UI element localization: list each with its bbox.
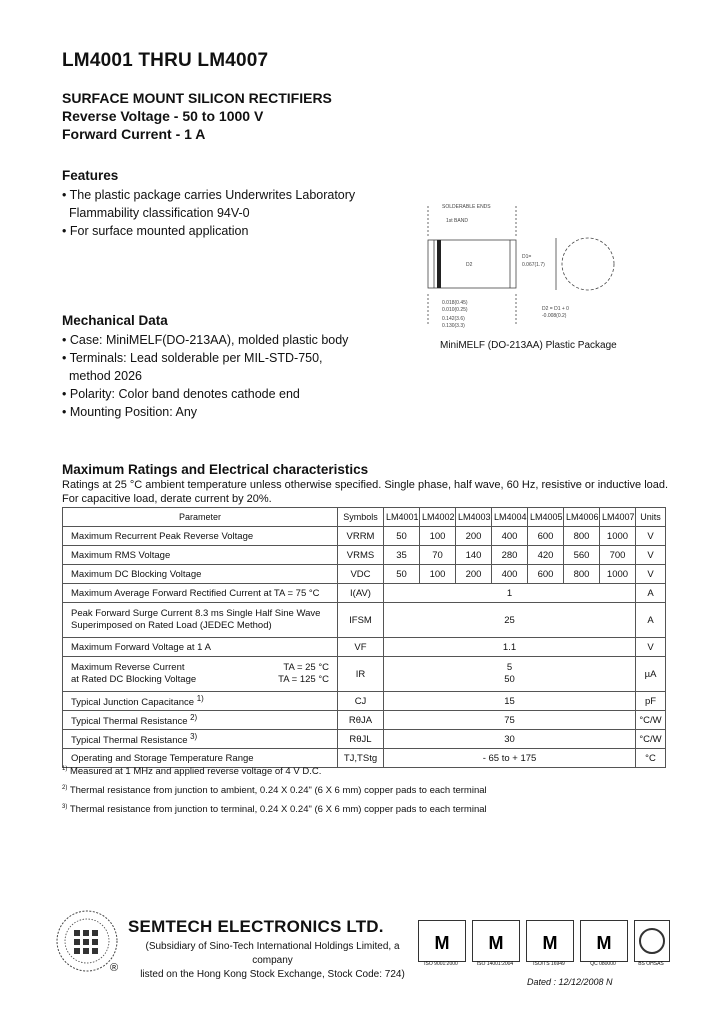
condition-text: TA = 25 °C xyxy=(283,662,329,673)
table-row xyxy=(63,692,666,711)
dim-label: SOLDERABLE ENDS xyxy=(442,204,491,210)
value-cell: 1000 xyxy=(600,527,636,546)
mech-item-cont: method 2026 xyxy=(69,369,142,383)
param-cell: Maximum Recurrent Peak Reverse Voltage xyxy=(63,527,338,546)
svg-text:M: M xyxy=(434,933,450,953)
unit-cell: °C xyxy=(636,749,666,768)
cathode-band xyxy=(437,240,441,288)
param-cell xyxy=(63,603,338,638)
table-row xyxy=(63,527,666,546)
unit-cell: V xyxy=(636,546,666,565)
footnote-mark: 3) xyxy=(62,804,68,811)
footnote-mark: 2) xyxy=(190,712,198,722)
cert-badge-icon xyxy=(418,920,466,962)
symbol-cell: VDC xyxy=(338,565,384,584)
subtitle-type: SURFACE MOUNT SILICON RECTIFIERS xyxy=(62,90,332,106)
footnote-mark: 1) xyxy=(196,693,204,703)
value-cell: 100 xyxy=(420,565,456,584)
dim-label: 0.010(0.25) xyxy=(442,307,468,313)
cert-caption: BS OHSAS xyxy=(638,961,664,967)
header-cell: LM4001 xyxy=(384,508,420,527)
param-cell xyxy=(63,692,338,711)
value-cell: 1 xyxy=(384,584,636,603)
param-text: at Rated DC Blocking Voltage xyxy=(71,674,197,685)
value-cell: 560 xyxy=(564,546,600,565)
value-cell: 50 xyxy=(384,527,420,546)
footnote xyxy=(62,799,487,818)
value-cell: 50 xyxy=(384,565,420,584)
svg-text:M: M xyxy=(488,933,504,953)
header-cell: LM4002 xyxy=(420,508,456,527)
table-row xyxy=(63,546,666,565)
symbol-cell: IFSM xyxy=(338,603,384,638)
unit-cell: V xyxy=(636,638,666,657)
table-row xyxy=(63,730,666,749)
table-row xyxy=(63,711,666,730)
value-line: 5 xyxy=(506,662,513,673)
symbol-cell: TJ,TStg xyxy=(338,749,384,768)
param-cell xyxy=(63,711,338,730)
value-cell: 15 xyxy=(384,692,636,711)
param-cell xyxy=(63,730,338,749)
value-cell: 140 xyxy=(456,546,492,565)
cert-caption: ISO 14001:2004 xyxy=(476,961,514,967)
footnote xyxy=(62,780,487,799)
unit-cell: pF xyxy=(636,692,666,711)
header-cell: LM4003 xyxy=(456,508,492,527)
table-row xyxy=(63,657,666,692)
param-text: Typical Junction Capacitance xyxy=(71,697,195,709)
dated-text: Dated : 12/12/2008 N xyxy=(527,977,613,987)
symbol-cell: VRMS xyxy=(338,546,384,565)
page-title: LM4001 THRU LM4007 xyxy=(62,50,269,71)
mech-item: • Terminals: Lead solderable per MIL-STD-750, xyxy=(62,351,323,365)
value-cell: 600 xyxy=(528,527,564,546)
value-cell: 25 xyxy=(384,603,636,638)
table-header-row xyxy=(63,508,666,527)
table-row xyxy=(63,565,666,584)
footnote-mark: 3) xyxy=(190,731,198,741)
condition-text: TA = 125 °C xyxy=(278,674,329,685)
symbol-cell: RθJL xyxy=(338,730,384,749)
dim-label: 1st BAND xyxy=(446,218,468,224)
value-cell: 400 xyxy=(492,527,528,546)
param-cell: Maximum Average Forward Rectified Current at TA = 75 °C xyxy=(63,584,338,603)
cert-caption: QC 080000 xyxy=(590,961,616,967)
value-cell: 35 xyxy=(384,546,420,565)
mech-item: • Polarity: Color band denotes cathode end xyxy=(62,387,300,401)
value-cell: 600 xyxy=(528,565,564,584)
header-cell: Symbols xyxy=(338,508,384,527)
registered-mark: ® xyxy=(110,962,119,974)
ratings-note-line: Ratings at 25 °C ambient temperature unless otherwise specified. Single phase, half wave, 60 Hz, resistive or inductive load. xyxy=(62,479,669,491)
dim-label: 0.130(3.3) xyxy=(442,323,465,329)
package-caption: MiniMELF (DO-213AA) Plastic Package xyxy=(440,340,617,351)
value-cell: - 65 to + 175 xyxy=(384,749,636,768)
param-cell: Maximum Forward Voltage at 1 A xyxy=(63,638,338,657)
table-row xyxy=(63,584,666,603)
dim-label: D1= xyxy=(522,254,532,260)
value-cell: 1000 xyxy=(600,565,636,584)
param-text: Typical Thermal Resistance xyxy=(71,735,188,747)
symbol-cell: VRRM xyxy=(338,527,384,546)
mech-item: • Mounting Position: Any xyxy=(62,405,197,419)
footnote-mark: 1) xyxy=(62,766,68,772)
footnote-text: Thermal resistance from junction to ambient, 0.24 X 0.24" (6 X 6 mm) copper pads to each terminal xyxy=(69,785,487,797)
value-cell: 200 xyxy=(456,565,492,584)
table-row xyxy=(63,638,666,657)
header-cell: Units xyxy=(636,508,666,527)
symbol-cell: VF xyxy=(338,638,384,657)
param-line: Superimposed on Rated Load (JEDEC Method) xyxy=(71,620,272,631)
header-cell: LM4006 xyxy=(564,508,600,527)
dim-label: 0.142(3.6) xyxy=(442,316,465,322)
ratings-heading: Maximum Ratings and Electrical characteristics xyxy=(62,462,369,477)
value-cell: 75 xyxy=(384,711,636,730)
features-list xyxy=(62,186,355,240)
header-cell: Parameter xyxy=(63,508,338,527)
param-cell: Maximum DC Blocking Voltage xyxy=(63,565,338,584)
ratings-note xyxy=(62,478,672,506)
features-heading: Features xyxy=(62,168,119,183)
dim-label: D2 xyxy=(466,262,473,268)
dim-label: 0.067(1.7) xyxy=(522,262,545,268)
dim-label: 0.018(0.45) xyxy=(442,300,468,306)
header-cell: LM4004 xyxy=(492,508,528,527)
feature-item: • The plastic package carries Underwrites Laboratory xyxy=(62,188,355,202)
mech-item: • Case: MiniMELF(DO-213AA), molded plastic body xyxy=(62,333,348,347)
footnote-text: Thermal resistance from junction to terminal, 0.24 X 0.24" (6 X 6 mm) copper pads to each terminal xyxy=(69,804,487,816)
subsidiary-line: listed on the Hong Kong Stock Exchange, Stock Code: 724) xyxy=(140,969,405,980)
footnote xyxy=(62,761,487,780)
footnote-mark: 2) xyxy=(62,785,68,792)
unit-cell: A xyxy=(636,584,666,603)
value-cell xyxy=(384,657,636,692)
value-cell: 400 xyxy=(492,565,528,584)
param-line xyxy=(71,674,335,686)
symbol-cell: CJ xyxy=(338,692,384,711)
package-end-view xyxy=(562,238,614,290)
cert-caption: ISO/TS 16949 xyxy=(533,961,565,967)
svg-text:M: M xyxy=(596,933,612,953)
company-subsidiary xyxy=(130,940,415,982)
footnotes xyxy=(62,761,487,818)
mechanical-list xyxy=(62,331,348,421)
unit-cell: µA xyxy=(636,657,666,692)
value-cell: 100 xyxy=(420,527,456,546)
unit-cell: °C/W xyxy=(636,711,666,730)
unit-cell: A xyxy=(636,603,666,638)
subsidiary-line: (Subsidiary of Sino-Tech International Holdings Limited, a company xyxy=(145,941,400,966)
unit-cell: V xyxy=(636,565,666,584)
param-cell xyxy=(63,657,338,692)
package-drawing xyxy=(418,196,638,336)
cert-badge-icon xyxy=(580,920,628,962)
company-name: SEMTECH ELECTRONICS LTD. xyxy=(128,917,384,936)
svg-text:M: M xyxy=(542,933,558,953)
feature-item: • For surface mounted application xyxy=(62,224,248,238)
dim-label: D2 = D1 + 0 xyxy=(542,306,569,312)
feature-item-cont: Flammability classification 94V-0 xyxy=(69,206,250,220)
ratings-table xyxy=(62,507,666,768)
param-text: Typical Thermal Resistance xyxy=(71,716,188,728)
param-cell: Maximum RMS Voltage xyxy=(63,546,338,565)
value-cell: 280 xyxy=(492,546,528,565)
cert-caption: ISO 9001:2000 xyxy=(424,961,458,967)
ratings-note-line: For capacitive load, derate current by 20%. xyxy=(62,493,272,505)
value-cell: 30 xyxy=(384,730,636,749)
mechanical-heading: Mechanical Data xyxy=(62,313,168,328)
subtitle-current: Forward Current - 1 A xyxy=(62,126,206,142)
param-text: Maximum Reverse Current xyxy=(71,662,185,673)
symbol-cell: I(AV) xyxy=(338,584,384,603)
dim-label: -0.008(0.2) xyxy=(542,313,567,319)
subtitle-voltage: Reverse Voltage - 50 to 1000 V xyxy=(62,108,264,124)
cert-badge-icon xyxy=(634,920,670,962)
value-cell: 800 xyxy=(564,527,600,546)
param-line: Peak Forward Surge Current 8.3 ms Single Half Sine Wave xyxy=(71,608,321,619)
value-cell: 700 xyxy=(600,546,636,565)
symbol-cell: RθJA xyxy=(338,711,384,730)
param-cell: Operating and Storage Temperature Range xyxy=(63,749,338,768)
unit-cell: °C/W xyxy=(636,730,666,749)
value-cell: 420 xyxy=(528,546,564,565)
symbol-cell: IR xyxy=(338,657,384,692)
value-cell: 200 xyxy=(456,527,492,546)
header-cell: LM4007 xyxy=(600,508,636,527)
header-cell: LM4005 xyxy=(528,508,564,527)
unit-cell: V xyxy=(636,527,666,546)
cert-badge-icon xyxy=(472,920,520,962)
value-cell: 1.1 xyxy=(384,638,636,657)
value-line: 50 xyxy=(504,674,515,685)
footnote-text: Measured at 1 MHz and applied reverse voltage of 4 V D.C. xyxy=(69,766,322,778)
param-line xyxy=(71,662,335,674)
cert-badge-icon xyxy=(526,920,574,962)
table-row xyxy=(63,603,666,638)
value-cell: 70 xyxy=(420,546,456,565)
value-cell: 800 xyxy=(564,565,600,584)
